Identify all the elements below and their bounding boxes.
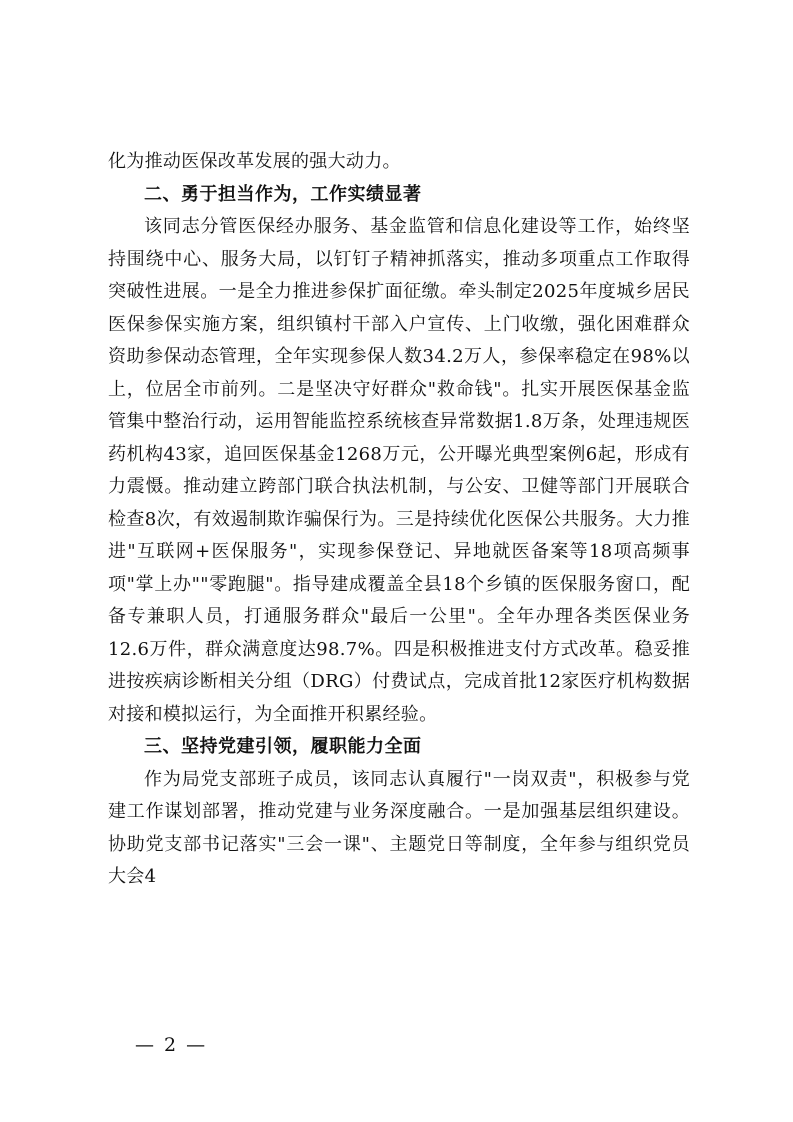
document-body: [108, 146, 690, 894]
continuation-paragraph: 化为推动医保改革发展的强大动力。: [108, 151, 401, 172]
section-2-paragraph: 该同志分管医保经办服务、基金监管和信息化建设等工作，始终坚持围绕中心、服务大局，以钉钉子精神抓落实，推动多项重点工作取得突破性进展。一是全力推进参保扩面征缴。牵头制定2025年度城乡居民医保参保实施方案，组织镇村干部入户宣传、上门收缴，强化困难群众资助参保动态管理，全年实现参保人数34.2万人，参保率稳定在98%以上，位居全市前列。二是坚决守好群众"救命钱"。扎实开展医保基金监管集中整治行动，运用智能监控系统核查异常数据1.8万条，处理违规医药机构43家，追回医保基金1268万元，公开曝光典型案例6起，形成有力震慑。推动建立跨部门联合执法机制，与公安、卫健等部门开展联合检查8次，有效遏制欺诈骗保行为。三是持续优化医保公共服务。大力推进"互联网+医保服务"，实现参保登记、异地就医备案等18项高频事项"掌上办""零跑腿"。指导建成覆盖全县18个乡镇的医保服务窗口，配备专兼职人员，打通服务群众"最后一公里"。全年办理各类医保业务12.6万件，群众满意度达98.7%。四是积极推进支付方式改革。稳妥推进按疾病诊断相关分组（DRG）付费试点，完成首批12家医疗机构数据对接和模拟运行，为全面推开积累经验。: [108, 216, 690, 725]
section-3-heading: 三、坚持党建引领，履职能力全面: [144, 736, 422, 757]
page-number: — 2 —: [135, 1034, 208, 1056]
section-3-paragraph: 作为局党支部班子成员，该同志认真履行"一岗双责"，积极参与党建工作谋划部署，推动党建与业务深度融合。一是加强基层组织建设。协助党支部书记落实"三会一课"、主题党日等制度，全年参与组织党员大会4: [108, 768, 690, 887]
section-2-heading: 二、勇于担当作为，工作实绩显著: [144, 183, 422, 205]
